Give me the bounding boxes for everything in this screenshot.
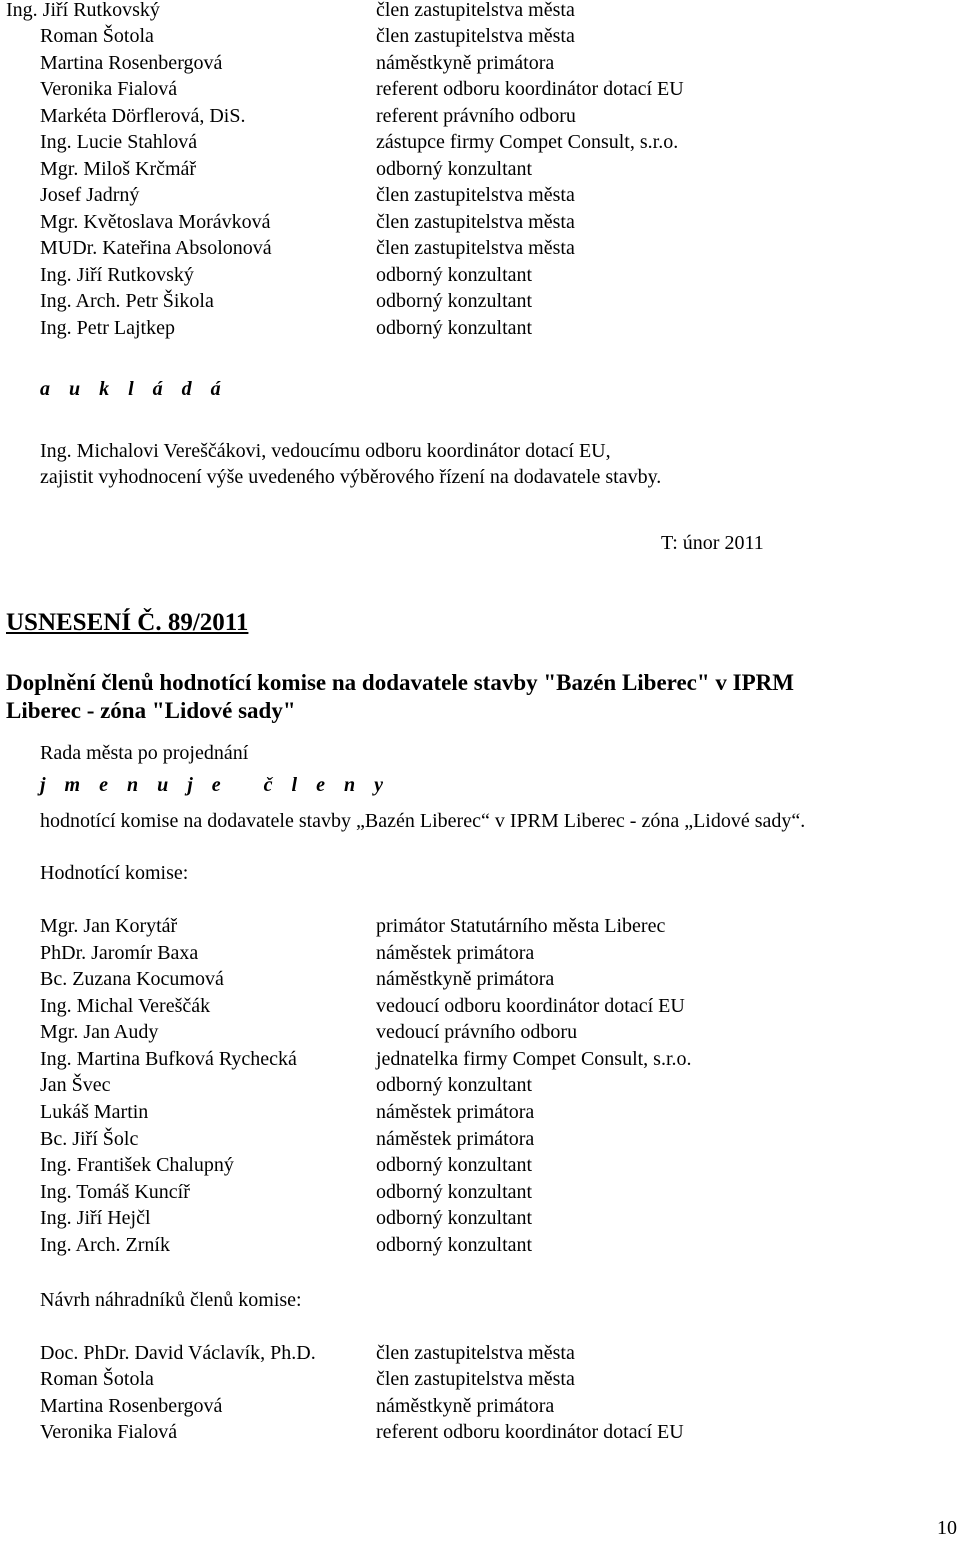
member-name: Josef Jadrný: [40, 184, 140, 206]
member-role: referent právního odboru: [376, 105, 576, 127]
commission-member-name: Ing. Arch. Zrník: [40, 1234, 170, 1256]
uklada-label: a u k l á d á: [40, 378, 228, 400]
commission-member-role: odborný konzultant: [376, 1207, 533, 1229]
member-name: Ing. Arch. Petr Šikola: [40, 290, 214, 312]
commission-member-name: PhDr. Jaromír Baxa: [40, 942, 199, 964]
commission-member-role: primátor Statutárního města Liberec: [376, 915, 666, 937]
task-line-2: zajistit vyhodnocení výše uvedeného výběrového řízení na dodavatele stavby.: [40, 466, 662, 488]
substitute-name: Roman Šotola: [40, 1368, 154, 1390]
substitute-role: člen zastupitelstva města: [376, 1368, 575, 1390]
commission-member-role: náměstek primátora: [376, 942, 535, 964]
council-text: Rada města po projednání: [40, 742, 249, 764]
commission-text: hodnotící komise na dodavatele stavby „Bazén Liberec“ v IPRM Liberec - zóna „Lidové sady“.: [40, 810, 806, 832]
substitute-name: Veronika Fialová: [40, 1421, 178, 1443]
substitute-role: náměstkyně primátora: [376, 1395, 555, 1417]
commission-member-name: Ing. Martina Bufková Rychecká: [40, 1048, 297, 1070]
member-role: odborný konzultant: [376, 158, 533, 180]
member-role: odborný konzultant: [376, 290, 533, 312]
member-name: Roman Šotola: [40, 25, 154, 47]
member-name: Markéta Dörflerová, DiS.: [40, 105, 246, 127]
deadline: T: únor 2011: [661, 532, 764, 554]
commission-member-role: náměstek primátora: [376, 1101, 535, 1123]
member-role: odborný konzultant: [376, 317, 533, 339]
member-role: referent odboru koordinátor dotací EU: [376, 78, 684, 100]
commission-label: Hodnotící komise:: [40, 862, 189, 884]
member-role: odborný konzultant: [376, 264, 533, 286]
commission-member-name: Jan Švec: [40, 1074, 111, 1096]
commission-member-role: odborný konzultant: [376, 1154, 533, 1176]
substitute-name: Doc. PhDr. David Václavík, Ph.D.: [40, 1342, 316, 1364]
substitutes-label: Návrh náhradníků členů komise:: [40, 1289, 302, 1311]
substitute-role: člen zastupitelstva města: [376, 1342, 575, 1364]
member-name: MUDr. Kateřina Absolonová: [40, 237, 272, 259]
commission-member-role: jednatelka firmy Compet Consult, s.r.o.: [376, 1048, 692, 1070]
commission-member-name: Bc. Zuzana Kocumová: [40, 968, 224, 990]
member-name: Martina Rosenbergová: [40, 52, 223, 74]
commission-member-role: náměstkyně primátora: [376, 968, 555, 990]
resolution-title-line-2: Liberec - zóna "Lidové sady": [6, 698, 296, 723]
member-role: náměstkyně primátora: [376, 52, 555, 74]
resolution-title-line-1: Doplnění členů hodnotící komise na dodavatele stavby "Bazén Liberec" v IPRM: [6, 670, 794, 695]
commission-member-role: vedoucí právního odboru: [376, 1021, 578, 1043]
commission-member-name: Ing. Jiří Hejčl: [40, 1207, 151, 1229]
member-role: člen zastupitelstva města: [376, 25, 575, 47]
commission-member-name: Ing. František Chalupný: [40, 1154, 234, 1176]
member-name: Mgr. Miloš Krčmář: [40, 158, 197, 180]
member-name: Mgr. Květoslava Morávková: [40, 211, 271, 233]
substitute-role: referent odboru koordinátor dotací EU: [376, 1421, 684, 1443]
member-role: zástupce firmy Compet Consult, s.r.o.: [376, 131, 679, 153]
commission-member-name: Ing. Michal Vereščák: [40, 995, 211, 1017]
commission-member-role: odborný konzultant: [376, 1181, 533, 1203]
commission-member-name: Mgr. Jan Audy: [40, 1021, 159, 1043]
member-name: Ing. Petr Lajtkep: [40, 317, 175, 339]
commission-member-role: odborný konzultant: [376, 1074, 533, 1096]
member-role: člen zastupitelstva města: [376, 237, 575, 259]
task-line-1: Ing. Michalovi Vereščákovi, vedoucímu odboru koordinátor dotací EU,: [40, 440, 611, 462]
page-number: 10: [937, 1517, 957, 1539]
commission-member-role: náměstek primátora: [376, 1128, 535, 1150]
member-role: člen zastupitelstva města: [376, 0, 575, 21]
member-role: člen zastupitelstva města: [376, 184, 575, 206]
commission-member-role: vedoucí odboru koordinátor dotací EU: [376, 995, 685, 1017]
member-name: Ing. Jiří Rutkovský: [40, 264, 194, 286]
substitute-name: Martina Rosenbergová: [40, 1395, 223, 1417]
commission-member-name: Bc. Jiří Šolc: [40, 1128, 139, 1150]
member-name: Ing. Jiří Rutkovský: [6, 0, 160, 21]
commission-member-name: Ing. Tomáš Kuncíř: [40, 1181, 190, 1203]
commission-member-name: Mgr. Jan Korytář: [40, 915, 178, 937]
commission-member-role: odborný konzultant: [376, 1234, 533, 1256]
commission-member-name: Lukáš Martin: [40, 1101, 149, 1123]
member-name: Veronika Fialová: [40, 78, 178, 100]
member-role: člen zastupitelstva města: [376, 211, 575, 233]
resolution-heading: USNESENÍ Č. 89/2011: [6, 609, 249, 636]
member-name: Ing. Lucie Stahlová: [40, 131, 198, 153]
jmenuje-label: j m e n u j e č l e n y: [40, 774, 390, 796]
